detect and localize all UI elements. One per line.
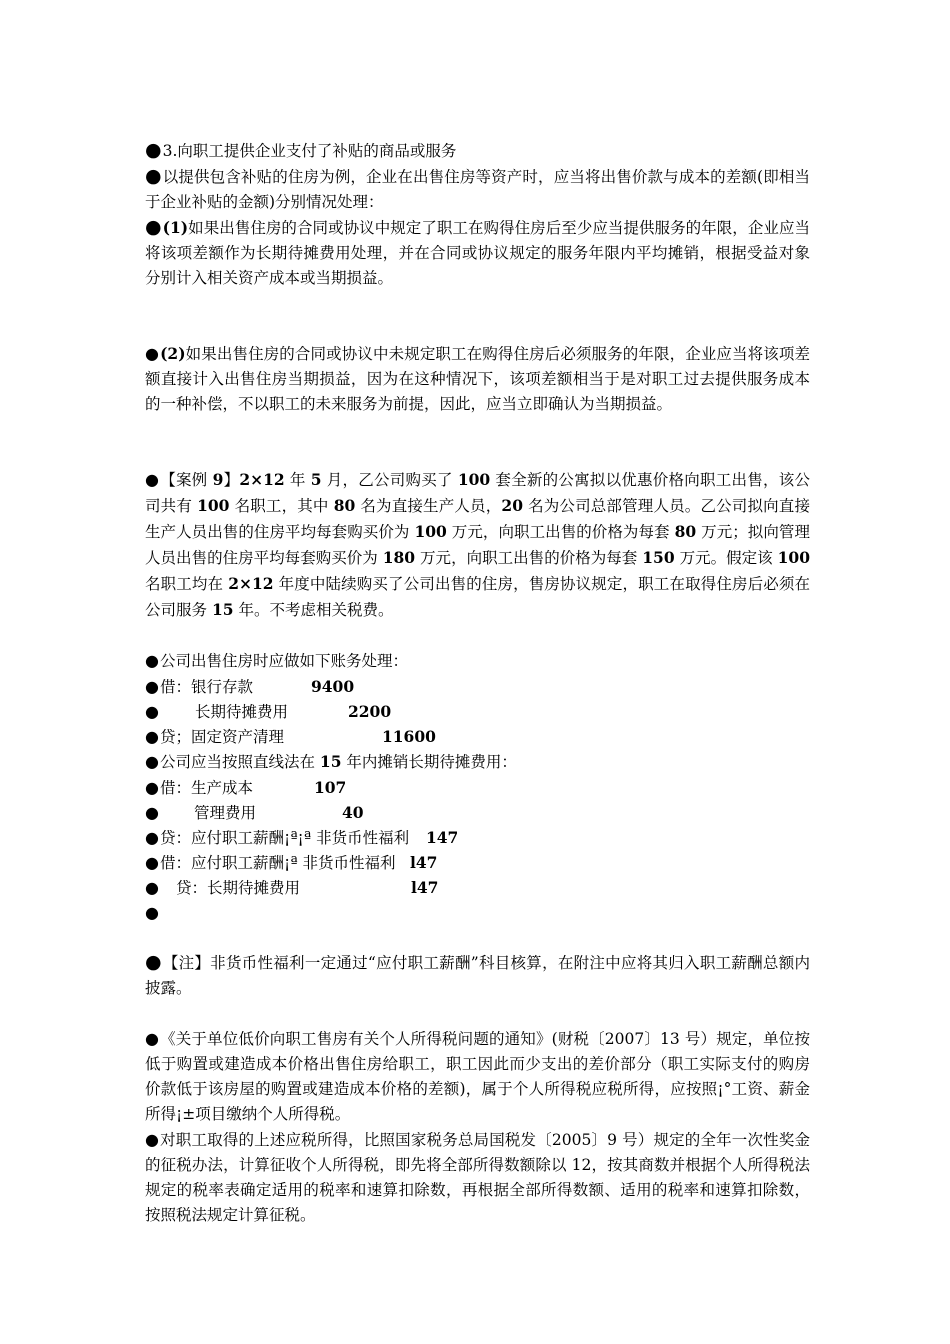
bullet-icon: ● — [145, 951, 162, 973]
tax-method-paragraph: ●对职工取得的上述应税所得，比照国家税务总局国税发〔2005〕9 号）规定的全年一次性奖金的征税办法，计算征收个人所得税，即先将全部所得数额除以 12，按其商数并根据个人所得税法规定的税率表确定适用的税率和速算扣除数，再根据全部所得数额、适用的税率和速算扣除数，按照税法规定计算征税。 — [145, 1130, 810, 1224]
empty-bullet-row — [145, 900, 810, 925]
bullet-icon: ● — [145, 1029, 160, 1048]
bullet-icon: ● — [145, 470, 160, 489]
bullet-icon: ● — [145, 677, 159, 696]
section-title: ●3.向职工提供企业支付了补贴的商品或服务 — [145, 139, 457, 161]
amortization-intro: ●公司应当按照直线法在 15 年内摊销长期待摊费用： — [145, 752, 517, 771]
item-2-paragraph: ●(2)如果出售住房的合同或协议中未规定职工在购得住房后必须服务的年限，企业应当将该项差额直接计入出售住房当期损益，因为在这种情况下，该项差额相当于是对职工过去提供服务成本的一种补偿，不以职工的未来服务为前提，因此，应当立即确认为当期损益。 — [145, 344, 810, 413]
bullet-icon: ● — [145, 853, 159, 872]
bullet-icon: ● — [145, 139, 162, 161]
journal-entry-row: ● 贷：长期待摊费用 l47 — [145, 875, 810, 900]
entries-intro: ●公司出售住房时应做如下账务处理： — [145, 651, 408, 670]
bullet-icon: ● — [145, 651, 159, 670]
document-body — [145, 138, 810, 1228]
note-paragraph: ●【注】非货币性福利一定通过“应付职工薪酬”科目核算，在附注中应将其归入职工薪酬总额内披露。 — [145, 951, 810, 997]
bullet-icon: ● — [145, 828, 159, 847]
journal-entry-row: ● 管理费用 40 — [145, 800, 810, 825]
bullet-icon: ● — [145, 727, 159, 746]
item-1-paragraph: ●(1)如果出售住房的合同或协议中规定了职工在购得住房后至少应当提供服务的年限，企业应当将该项差额作为长期待摊费用处理，并在合同或协议规定的服务年限内平均摊销，根据受益对象分别计入相关资产成本或当期损益。 — [145, 216, 810, 287]
journal-entry-row: ● 贷：应付职工薪酬¡ª¡ª 非货币性福利 147 — [145, 825, 810, 850]
bullet-icon: ● — [145, 778, 159, 797]
case-paragraph: ●【案例 9】2×12 年 5 月，乙公司购买了 100 套全新的公寓拟以优惠价格向职工出售，该公司共有 100 名职工，其中 80 名为直接生产人员，20 名为公司总部管理人员。乙公司拟向直接生产人员出售的住房平均每套购买价为 100 万元，向职工出售的价格为每套 80 万元；拟向管理人员出售的住房平均每套购买价为 180 万元，向职工出售的价格为每套 150 万元。假定该 100 名职工均在 2×12 年度中陆续购买了公司出售的住房，售房协议规定，职工在取得住房后必须在公司服务 15 年。不考虑相关税费。 — [145, 470, 810, 619]
journal-entry-row: ● 长期待摊费用 2200 — [145, 699, 810, 724]
section-intro: ●以提供包含补贴的住房为例，企业在出售住房等资产时，应当将出售价款与成本的差额(即相当于企业补贴的金额)分别情况处理： — [145, 165, 810, 211]
journal-entry-row: ● 借：应付职工薪酬¡ª 非货币性福利 l47 — [145, 850, 810, 875]
bullet-icon: ● — [145, 165, 162, 187]
bullet-icon: ● — [145, 344, 160, 363]
bullet-icon: ● — [145, 878, 159, 897]
bullet-icon: ● — [145, 752, 159, 771]
bullet-icon: ● — [145, 702, 159, 721]
bullet-icon: ● — [145, 1130, 160, 1149]
journal-entry-row: ● 贷；固定资产清理 11600 — [145, 724, 810, 749]
tax-notice-paragraph: ●《关于单位低价向职工售房有关个人所得税问题的通知》(财税〔2007〕13 号）规定，单位按低于购置或建造成本价格出售住房给职工，职工因此而少支出的差价部分（职工实际支付的购房价款低于该房屋的购置或建造成本价格的差额)，属于个人所得税应税所得，应按照¡°工资、薪金所得¡±项目缴纳个人所得税。 — [145, 1029, 810, 1123]
bullet-icon: ● — [145, 803, 159, 822]
journal-entry-row: ● 借：银行存款 9400 — [145, 674, 810, 699]
bullet-icon: ● — [145, 903, 159, 922]
journal-entry-row: ● 借：生产成本 107 — [145, 775, 810, 800]
bullet-icon: ● — [145, 216, 162, 238]
